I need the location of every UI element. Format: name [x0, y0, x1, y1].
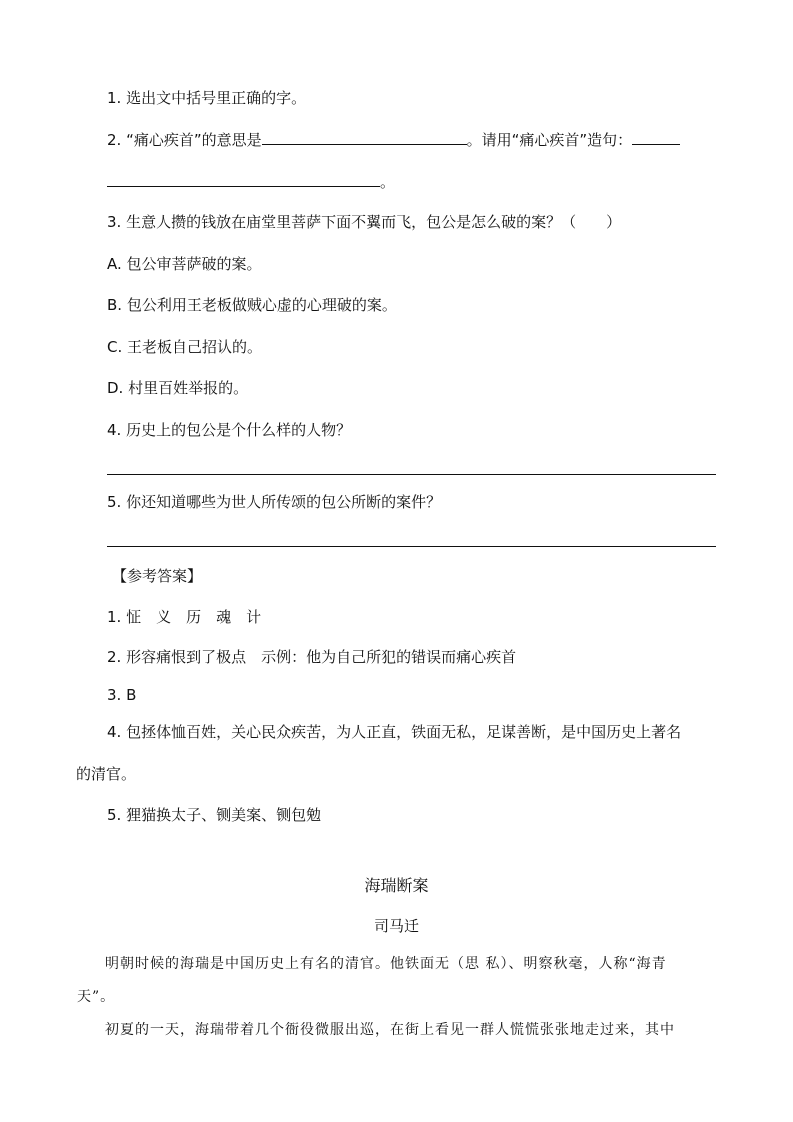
answer-5: 5. 狸猫换太子、铡美案、铡包勉: [107, 806, 322, 824]
article-paragraph-2-line1: 初夏的一天，海瑞带着几个衙役微服出巡，在街上看见一群人慌慌张张地走过来，其中: [105, 1022, 675, 1038]
question-3: 3. 生意人攒的钱放在庙堂里菩萨下面不翼而飞，包公是怎么破的案？（ ）: [107, 213, 622, 231]
article-author: 司马迁: [373, 917, 419, 935]
answer-4-line2: 的清官。: [76, 765, 137, 783]
question-1: 1. 选出文中括号里正确的字。: [107, 89, 307, 107]
sentence-blank-end[interactable]: [107, 172, 380, 187]
answer-3: 3. B: [107, 686, 137, 704]
q3-option-a[interactable]: A. 包公审菩萨破的案。: [107, 255, 262, 273]
answer-key-heading: 【参考答案】: [112, 567, 203, 585]
question-5: 5. 你还知道哪些为世人所传颂的包公所断的案件？: [107, 493, 442, 511]
question-2-period: 。: [380, 173, 396, 191]
question-2-line2: [107, 172, 395, 192]
question-2-sentence-prompt: 。请用“痛心疾首”造句：: [466, 131, 633, 149]
q3-option-d[interactable]: D. 村里百姓举报的。: [107, 379, 249, 397]
meaning-blank[interactable]: [262, 130, 467, 145]
question-2-prompt: 2. “痛心疾首”的意思是: [107, 131, 262, 149]
article-paragraph-1-line2: 天”。: [77, 989, 116, 1005]
article-title: 海瑞断案: [364, 876, 429, 895]
q3-option-c[interactable]: C. 王老板自己招认的。: [107, 338, 263, 356]
answer-1: 1. 怔 义 历 魂 计: [107, 608, 262, 626]
article-paragraph-1-line1: 明朝时候的海瑞是中国历史上有名的清官。他铁面无（思 私）、明察秋毫，人称“海青: [105, 956, 667, 972]
answer-2: 2. 形容痛恨到了极点 示例：他为自己所犯的错误而痛心疾首: [107, 648, 517, 666]
question-2: [107, 130, 680, 150]
answer-4-line1: 4. 包拯体恤百姓，关心民众疾苦，为人正直，铁面无私，足谋善断，是中国历史上著名: [107, 723, 682, 741]
q3-option-b[interactable]: B. 包公利用王老板做贼心虚的心理破的案。: [107, 296, 397, 314]
answer-line-5[interactable]: [107, 546, 716, 547]
question-4: 4. 历史上的包公是个什么样的人物？: [107, 421, 352, 439]
answer-line-4[interactable]: [107, 474, 716, 475]
sentence-blank-start[interactable]: [632, 130, 680, 145]
